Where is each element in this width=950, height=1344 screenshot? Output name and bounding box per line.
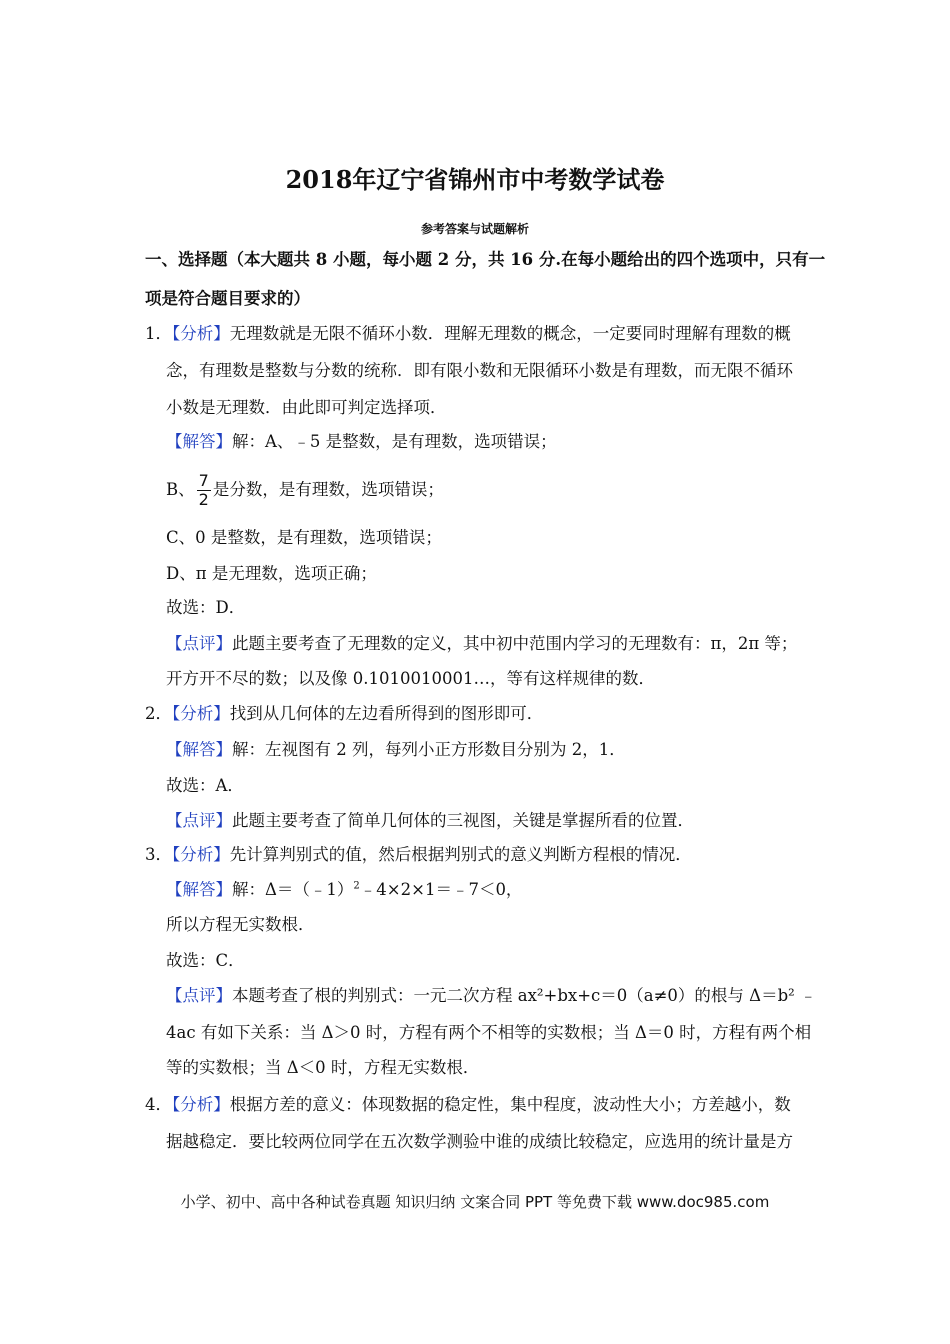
question-3-conclusion: 所以方程无实数根． [166,915,315,934]
comment-tag: 【点评】 [166,634,232,653]
page-title: 2018年辽宁省锦州市中考数学试卷 [285,165,665,194]
question-4-analysis-line2: 据越稳定．要比较两位同学在五次数学测验中谁的成绩比较稳定，应选用的统计量是方 [166,1132,793,1151]
question-1-answer-c: C、0 是整数，是有理数，选项错误； [166,528,442,547]
answer-text: 解：Δ＝（﹣1） [232,880,354,899]
question-1-analysis [145,323,791,345]
answer-tag: 【解答】 [166,880,232,899]
question-3-comment [166,985,817,1007]
answer-option-a: 解：A、﹣5 是整数，是有理数，选项错误； [232,432,557,451]
analysis-text: 先计算判别式的值，然后根据判别式的意义判断方程根的情况． [229,845,692,864]
question-number: 4． [145,1095,172,1114]
analysis-tag: 【分析】 [172,845,230,864]
answer-option-b-text: 是分数，是有理数，选项错误； [212,480,444,499]
page-footer: 小学、初中、高中各种试卷真题 知识归纳 文案合同 PPT 等免费下载 www.doc985.com [180,1193,770,1211]
comment-text: 本题考查了根的判别式：一元二次方程 ax²+bx+c＝0（a≠0）的根与 Δ＝b² ﹣ [232,986,817,1005]
fraction-denominator: 2 [198,490,209,509]
question-number: 2． [145,704,172,723]
question-number: 3． [145,845,172,864]
section-heading-line2: 项是符合题目要求的） [145,289,310,308]
question-1-choice: 故选：D． [166,598,246,617]
page-subtitle: 参考答案与试题解析 [420,222,529,236]
question-1-answer [166,431,557,453]
analysis-text: 无理数就是无限不循环小数．理解无理数的概念，一定要同时理解有理数的概 [229,324,791,343]
question-3-analysis [145,844,692,866]
analysis-tag: 【分析】 [172,704,230,723]
question-1-analysis-line3: 小数是无理数．由此即可判定选择项． [166,398,447,417]
fraction-numerator: 7 [198,471,209,490]
question-3-comment-line3: 等的实数根；当 Δ＜0 时，方程无实数根． [166,1058,480,1077]
exponent: 2 [353,880,360,892]
comment-text: 此题主要考查了简单几何体的三视图，关键是掌握所看的位置． [232,811,694,830]
question-1-comment-line2: 开方开不尽的数；以及像 0.1010010001…，等有这样规律的数． [166,669,655,688]
answer-text-rest: ﹣4×2×1＝﹣7＜0， [359,880,523,899]
question-number: 1． [145,324,172,343]
analysis-text: 根据方差的意义：体现数据的稳定性，集中程度，波动性大小；方差越小，数 [229,1095,791,1114]
comment-tag: 【点评】 [166,811,232,830]
question-2-analysis [145,703,543,725]
question-3-comment-line2: 4ac 有如下关系：当 Δ＞0 时，方程有两个不相等的实数根；当 Δ＝0 时，方程有两个相 [166,1023,812,1042]
question-1-answer-b [166,470,444,510]
question-1-comment [166,633,797,655]
section-heading-line1: 一、选择题（本大题共 8 小题，每小题 2 分，共 16 分.在每小题给出的四个选项中，只有一 [145,250,826,269]
answer-text: 解：左视图有 2 列，每列小正方形数目分别为 2，1． [232,740,626,759]
answer-tag: 【解答】 [166,740,232,759]
question-3-answer [166,879,522,901]
question-1-answer-d: D、π 是无理数，选项正确； [166,564,377,583]
comment-tag: 【点评】 [166,986,232,1005]
question-2-answer [166,739,626,761]
question-3-choice: 故选：C． [166,951,245,970]
comment-text: 此题主要考查了无理数的定义，其中初中范围内学习的无理数有：π，2π 等； [232,634,798,653]
analysis-text: 找到从几何体的左边看所得到的图形即可． [229,704,544,723]
analysis-tag: 【分析】 [172,1095,230,1114]
answer-option-b-label: B、 [166,480,195,499]
fraction-seven-halves [197,472,211,509]
analysis-tag: 【分析】 [172,324,230,343]
question-1-analysis-line2: 念，有理数是整数与分数的统称．即有限小数和无限循环小数是有理数，而无限不循环 [166,361,793,380]
answer-tag: 【解答】 [166,432,232,451]
question-2-choice: 故选：A． [166,776,244,795]
question-4-analysis [145,1094,791,1116]
question-2-comment [166,810,694,832]
